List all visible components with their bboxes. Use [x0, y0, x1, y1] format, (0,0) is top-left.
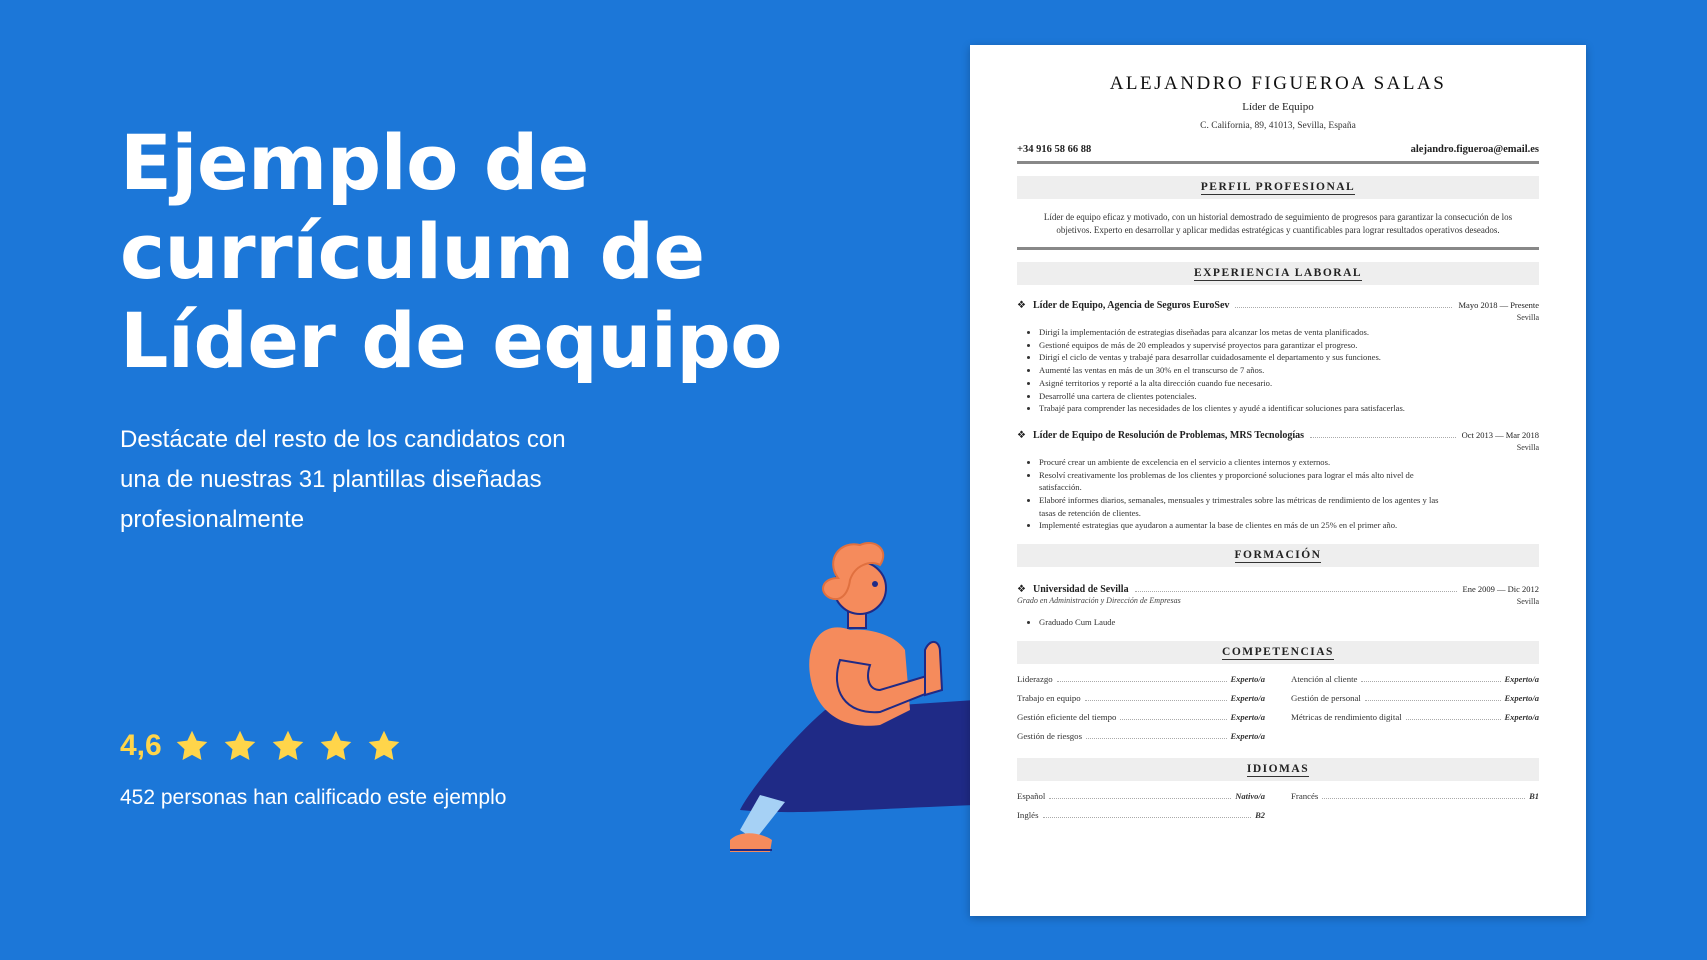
education-bullets: [1017, 616, 1539, 629]
star-icon: [222, 728, 258, 764]
skill-item: [1017, 674, 1265, 689]
star-icon: [366, 728, 402, 764]
dot-leader: [1043, 810, 1252, 818]
language-level: B1: [1529, 790, 1539, 801]
job-dates: Mayo 2018 — Presente: [1458, 300, 1539, 310]
dot-leader: [1085, 693, 1227, 701]
skill-level: Experto/a: [1230, 673, 1265, 684]
list-item: • Trabajé para comprender las necesidades de los clientes y ayudé a identificar soluciones para satisfacerlas.: [1039, 402, 1539, 415]
job-header: [1017, 299, 1539, 311]
section-profile: [1017, 176, 1539, 199]
hero-subtitle: Destácate del resto de los candidatos con una de nuestras 31 plantillas diseñadas profesionalmente: [120, 426, 566, 533]
divider: [1017, 247, 1539, 250]
list-item: • Desarrollé una cartera de clientes potenciales.: [1039, 390, 1539, 403]
skill-name: Atención al cliente: [1291, 673, 1358, 684]
education-dates: Ene 2009 — Dic 2012: [1462, 584, 1539, 595]
rating-count: 452 personas han calificado este ejemplo: [120, 786, 507, 809]
language-name: Francés: [1291, 790, 1319, 801]
list-item: • Implementé estrategias que ayudaron a aumentar la base de clientes en más de un 25% en el primer año.: [1039, 519, 1539, 532]
section-title: COMPETENCIAS: [1222, 645, 1334, 658]
skill-item: [1291, 693, 1539, 708]
resume-contact: [1017, 144, 1539, 155]
list-item: • Elaboré informes diarios, semanales, mensuales y trimestrales sobre las métricas de rendimiento de los agentes y las tasas de retención de clientes.: [1039, 494, 1539, 519]
hero-title-line: Líder de equipo: [120, 296, 782, 385]
skill-name: Métricas de rendimiento digital: [1291, 711, 1402, 722]
section-skills: [1017, 641, 1539, 664]
education-meta: [1017, 595, 1539, 606]
star-icon: [270, 728, 306, 764]
skill-item: [1291, 712, 1539, 727]
education-title: Universidad de Sevilla: [1033, 584, 1129, 596]
diamond-bullet-icon: ❖: [1017, 300, 1026, 311]
language-item: [1017, 791, 1265, 806]
section-title: EXPERIENCIA LABORAL: [1193, 267, 1363, 279]
skill-name: Gestión eficiente del tiempo: [1017, 711, 1117, 722]
section-education: [1017, 544, 1539, 567]
job-dates: Oct 2013 — Mar 2018: [1461, 429, 1539, 440]
diamond-bullet-icon: ❖: [1017, 429, 1026, 441]
dot-leader: [1135, 583, 1457, 592]
education-entry: [1017, 583, 1539, 629]
skill-level: Experto/a: [1230, 692, 1265, 703]
list-item: • Gestioné equipos de más de 20 empleados y supervisé proyectos para garantizar el progreso.: [1039, 339, 1539, 352]
resume-role: Líder de Equipo: [1242, 101, 1314, 113]
dot-leader: [1057, 674, 1227, 682]
dot-leader: [1235, 299, 1452, 308]
skill-name: Trabajo en equipo: [1017, 692, 1081, 703]
job-location: Sevilla: [1516, 313, 1539, 322]
skill-level: Experto/a: [1504, 692, 1539, 703]
resume-content: [1017, 45, 1539, 825]
job-title: Líder de Equipo de Resolución de Problemas, MRS Tecnologías: [1033, 429, 1305, 441]
section-languages: [1017, 758, 1539, 781]
skill-item: [1017, 693, 1265, 708]
job-entry: [1017, 299, 1539, 415]
skill-name: Liderazgo: [1017, 673, 1053, 684]
section-title: FORMACIÓN: [1234, 549, 1322, 562]
hero-title-line: Ejemplo de: [120, 118, 589, 207]
list-item: • Dirigí el ciclo de ventas y trabajé para desarrollar cuidadosamente el departamento y sus funciones.: [1039, 351, 1539, 364]
skill-level: Experto/a: [1230, 711, 1265, 722]
job-bullets: [1017, 326, 1539, 415]
skill-item: [1017, 731, 1265, 746]
dot-leader: [1365, 693, 1501, 701]
section-experience: [1017, 262, 1539, 285]
dot-leader: [1406, 712, 1501, 720]
job-entry: [1017, 429, 1539, 532]
divider: [1017, 161, 1539, 164]
profile-text: Líder de equipo eficaz y motivado, con un historial demostrado de seguimiento de progresos para garantizar la consecución de los objetivos. Experto en desarrollar y aplicar medidas estratégicas y cuantificables para lograr resultados operativos deseados.: [1043, 212, 1513, 235]
language-level: Nativo/a: [1235, 790, 1265, 801]
job-bullets: [1017, 456, 1539, 532]
skill-level: Experto/a: [1504, 711, 1539, 722]
language-name: Español: [1017, 790, 1046, 801]
job-location: Sevilla: [1516, 442, 1539, 452]
resume-phone: +34 916 58 66 88: [1017, 144, 1092, 155]
languages-grid: [1017, 791, 1539, 825]
dot-leader: [1086, 731, 1227, 739]
section-title: PERFIL PROFESIONAL: [1200, 181, 1356, 193]
list-item: • Asigné territorios y reporté a la alta dirección cuando fue necesario.: [1039, 377, 1539, 390]
hero-title: [120, 118, 782, 385]
hero-title-line: currículum de: [120, 207, 705, 296]
list-item: • Procuré crear un ambiente de excelencia en el servicio a clientes internos y externos.: [1039, 456, 1539, 469]
star-icon: [174, 728, 210, 764]
list-item: • Dirigí la implementación de estrategias diseñadas para alcanzar los metas de venta planificados.: [1039, 326, 1539, 339]
dot-leader: [1322, 791, 1525, 799]
rating-stars: [174, 728, 414, 764]
education-degree: Grado en Administración y Dirección de Empresas: [1017, 596, 1181, 606]
dot-leader: [1120, 712, 1226, 720]
skill-name: Gestión de riesgos: [1017, 730, 1082, 741]
dot-leader: [1049, 791, 1231, 799]
rating-row: [120, 728, 414, 764]
star-icon: [318, 728, 354, 764]
diamond-bullet-icon: ❖: [1017, 584, 1026, 596]
resume-paper: [970, 45, 1586, 916]
dot-leader: [1361, 674, 1500, 682]
resume-name: ALEJANDRO FIGUEROA SALAS: [1109, 73, 1447, 94]
job-title: Líder de Equipo, Agencia de Seguros EuroSev: [1033, 300, 1230, 311]
rating-value: 4,6: [120, 729, 162, 762]
language-item: [1291, 791, 1539, 806]
resume-email: alejandro.figueroa@email.es: [1410, 144, 1539, 155]
resume-address: C. California, 89, 41013, Sevilla, España: [1200, 121, 1356, 131]
education-header: [1017, 583, 1539, 595]
list-item: • Graduado Cum Laude: [1039, 616, 1539, 629]
skill-level: Experto/a: [1504, 673, 1539, 684]
language-level: B2: [1255, 809, 1265, 820]
list-item: • Resolví creativamente los problemas de los clientes y proporcioné soluciones para lograr el más alto nivel de satisfacción.: [1039, 469, 1539, 494]
language-item: [1017, 810, 1265, 825]
skill-item: [1017, 712, 1265, 727]
skill-item: [1291, 674, 1539, 689]
dot-leader: [1310, 429, 1456, 438]
job-header: [1017, 429, 1539, 441]
section-title: IDIOMAS: [1246, 762, 1310, 775]
woman-illustration: [730, 540, 980, 880]
language-name: Inglés: [1017, 809, 1039, 820]
education-location: Sevilla: [1516, 597, 1539, 607]
skill-level: Experto/a: [1230, 730, 1265, 741]
list-item: • Aumenté las ventas en más de un 30% en el transcurso de 7 años.: [1039, 364, 1539, 377]
skill-name: Gestión de personal: [1291, 692, 1361, 703]
skills-grid: [1017, 674, 1539, 746]
